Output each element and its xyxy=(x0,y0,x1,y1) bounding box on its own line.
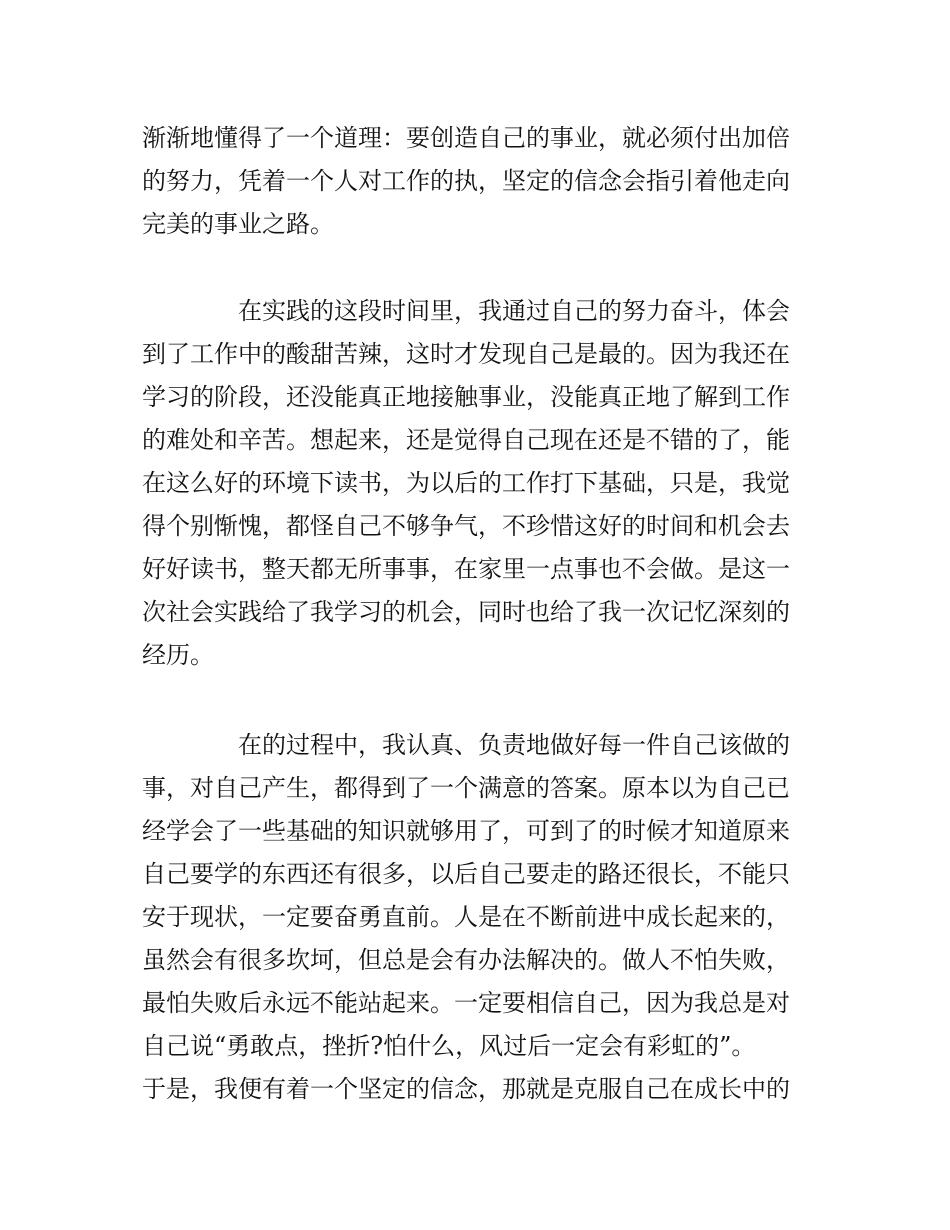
text-line-first xyxy=(142,290,812,333)
text-line: 最怕失败后永远不能站起来。一定要相信自己，因为我总是对 xyxy=(142,989,790,1017)
text-line: 安于现状，一定要奋勇直前。人是在不断前进中成长起来的， xyxy=(142,903,790,931)
paragraph-3 xyxy=(142,724,812,1111)
text-line: 的努力，凭着一个人对工作的执，坚定的信念会指引着他走向 xyxy=(142,167,790,195)
paragraph-1 xyxy=(142,117,812,246)
text-line: 的难处和辛苦。想起来，还是觉得自己现在还是不错的了，能 xyxy=(142,426,790,454)
text-line: 次社会实践给了我学习的机会，同时也给了我一次记忆深刻的 xyxy=(142,598,790,626)
text-line-content: 在实践的这段时间里，我通过自己的努力奋斗，体会 xyxy=(238,297,790,325)
text-line: 自己说“勇敢点，挫折?怕什么，风过后一定会有彩虹的”。 xyxy=(142,1032,756,1060)
text-line: 经学会了一些基础的知识就够用了，可到了的时候才知道原来 xyxy=(142,817,790,845)
text-line: 事，对自己产生，都得到了一个满意的答案。原本以为自己已 xyxy=(142,774,790,802)
text-line: 到了工作中的酸甜苦辣，这时才发现自己是最的。因为我还在 xyxy=(142,340,790,368)
text-line: 渐渐地懂得了一个道理：要创造自己的事业，就必须付出加倍 xyxy=(142,124,790,152)
text-line-first xyxy=(142,724,812,767)
text-line: 完美的事业之路。 xyxy=(142,210,334,238)
text-line-content: 在的过程中，我认真、负责地做好每一件自己该做的 xyxy=(238,731,790,759)
text-line: 自己要学的东西还有很多，以后自己要走的路还很长，不能只 xyxy=(142,860,790,888)
text-line: 经历。 xyxy=(142,641,214,669)
paragraph-2 xyxy=(142,290,812,677)
text-line: 于是，我便有着一个坚定的信念，那就是克服自己在成长中的 xyxy=(142,1075,790,1103)
text-line: 学习的阶段，还没能真正地接触事业，没能真正地了解到工作 xyxy=(142,383,790,411)
text-line: 好好读书，整天都无所事事，在家里一点事也不会做。是这一 xyxy=(142,555,790,583)
text-line: 得个别惭愧，都怪自己不够争气，不珍惜这好的时间和机会去 xyxy=(142,512,790,540)
text-line: 在这么好的环境下读书，为以后的工作打下基础，只是，我觉 xyxy=(142,469,790,497)
text-line: 虽然会有很多坎坷，但总是会有办法解决的。做人不怕失败， xyxy=(142,946,790,974)
